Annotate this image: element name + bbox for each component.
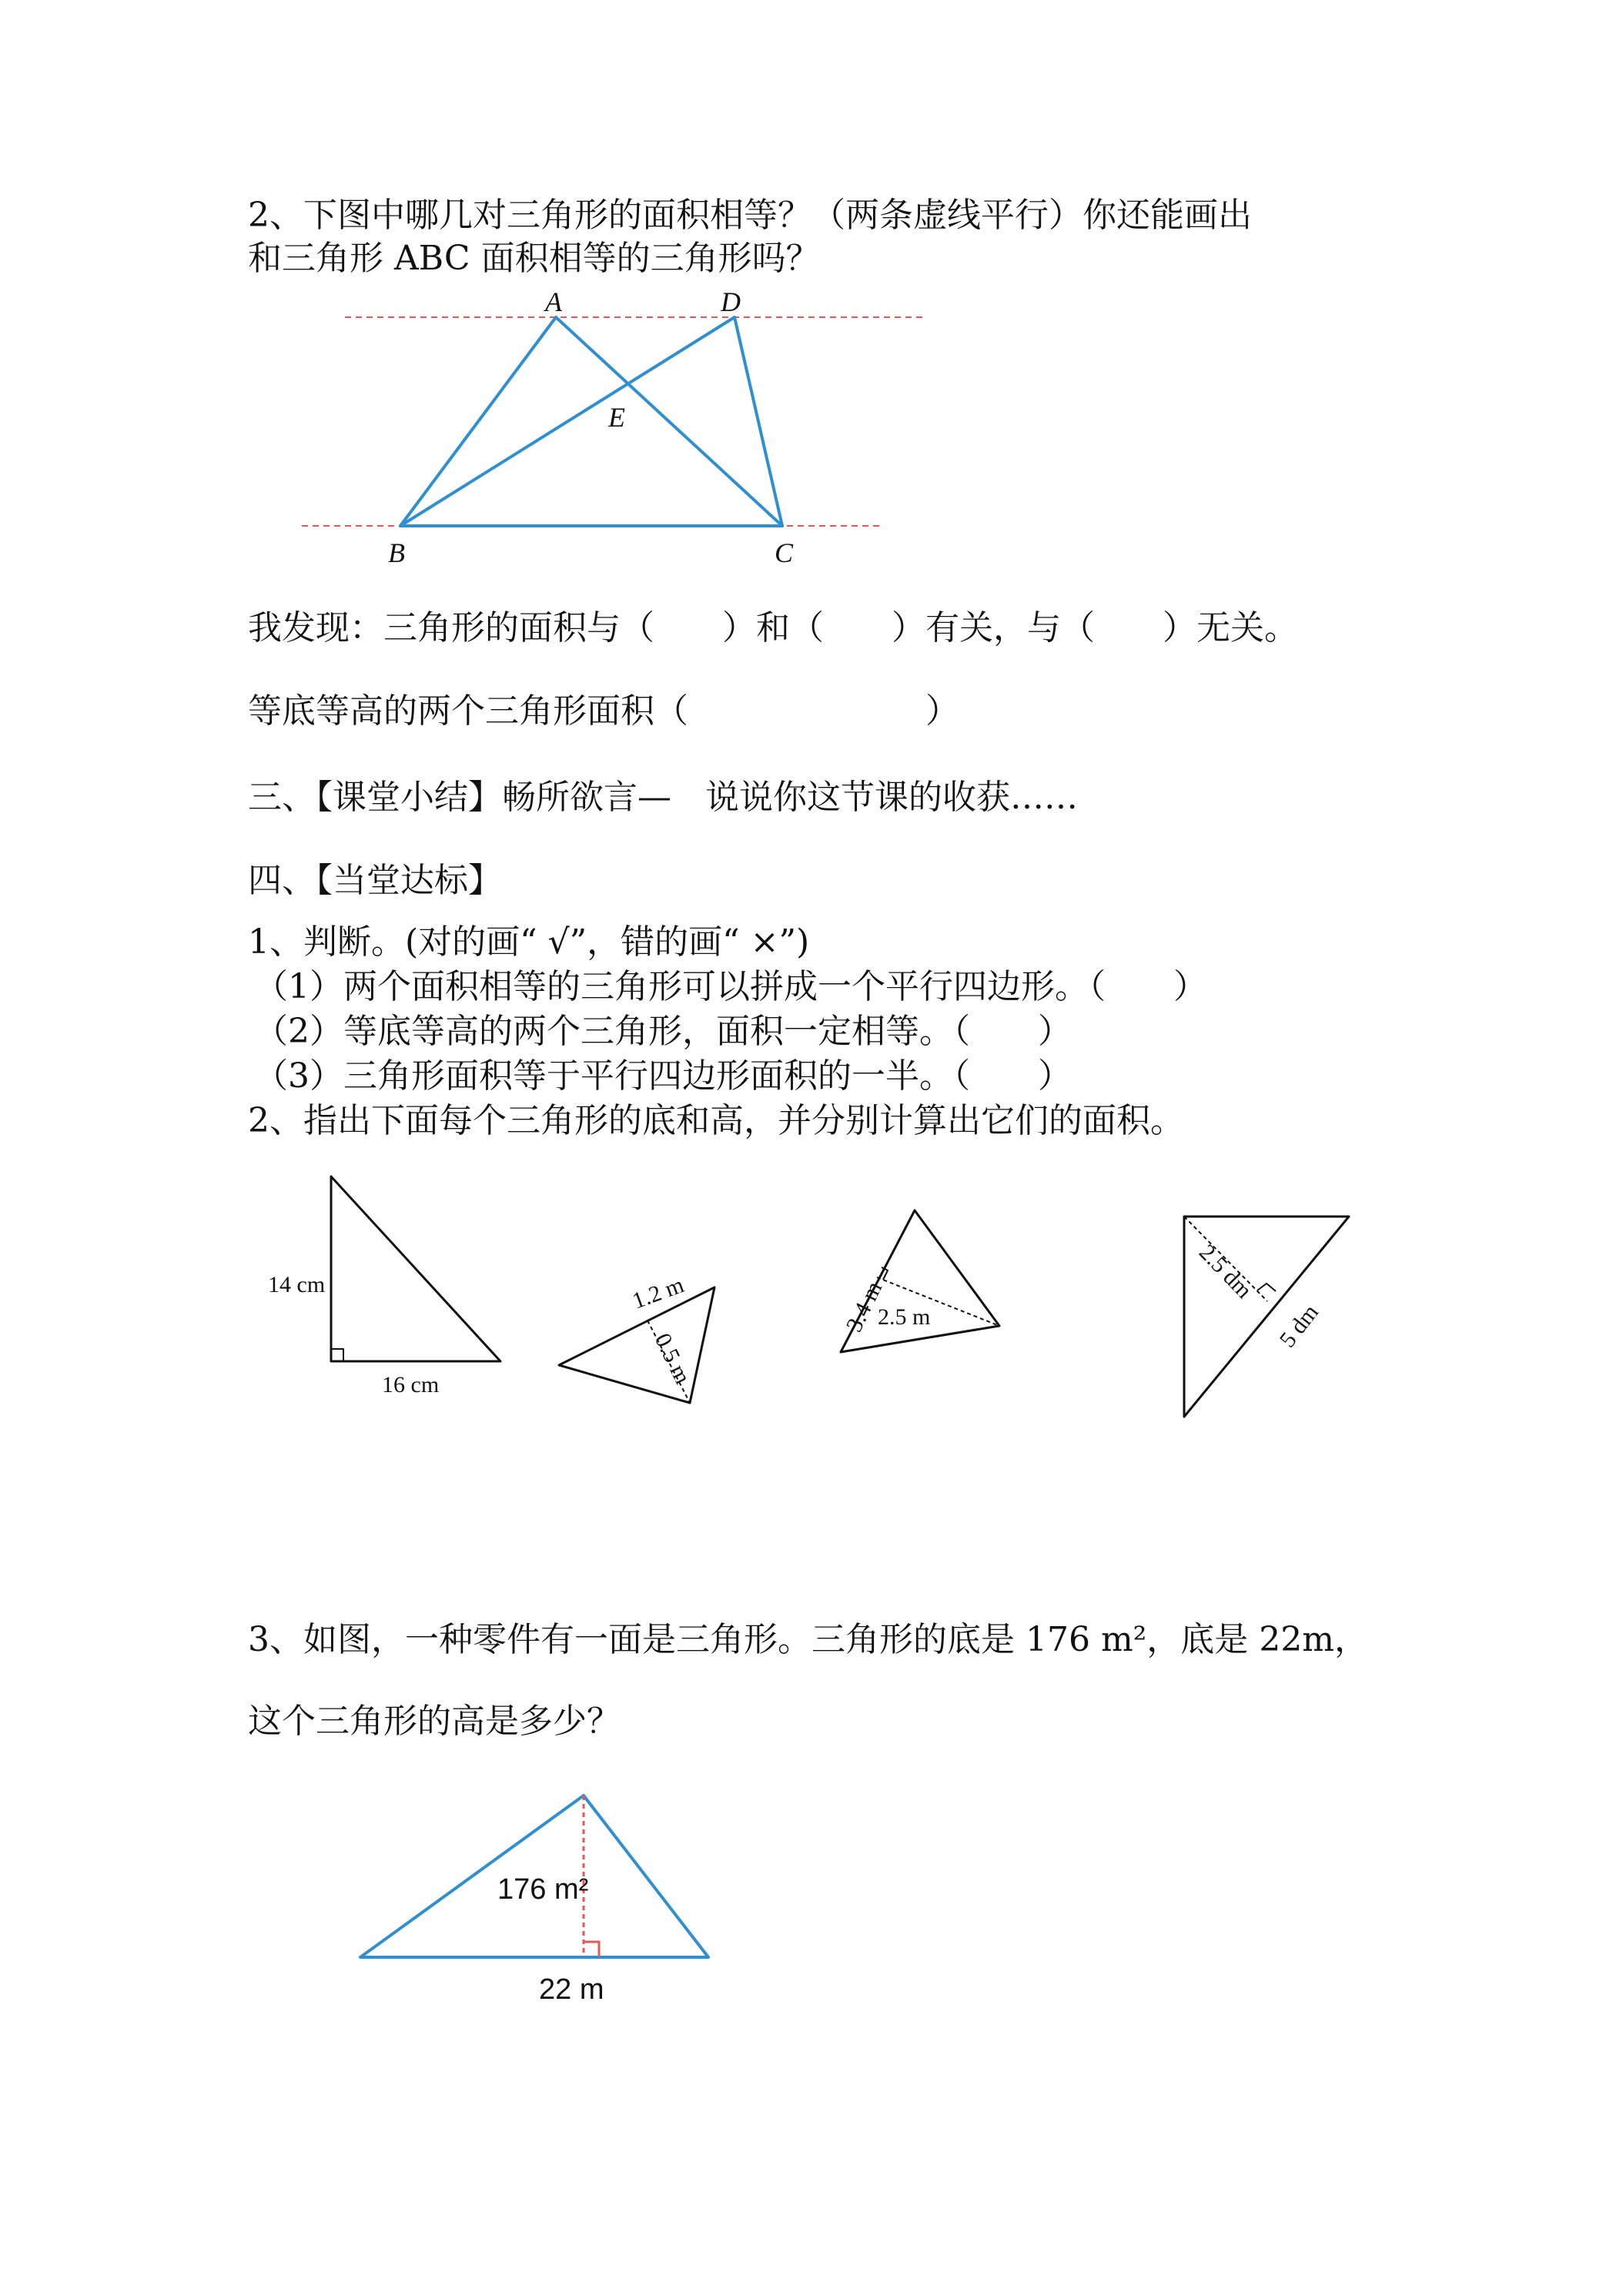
point-e-label: E [608,402,625,433]
finding-equal: 等底等高的两个三角形面积（ ） [248,691,959,731]
t1-height-label: 14 cm [268,1272,326,1297]
q3-line2: 这个三角形的高是多少？ [248,1702,621,1741]
judge-item-1: （1）两个面积相等的三角形可以拼成一个平行四边形。（ ） [254,967,1207,1006]
area-label: 176 m² [497,1873,589,1906]
point-d-label: D [721,286,741,317]
point-c-label: C [775,537,794,568]
t2-base-label: 1.2 m [629,1272,688,1314]
part-triangle-right-angle [584,1942,599,1957]
t4-base-label: 5 dm [1274,1300,1323,1353]
finding-discover: 我发现：三角形的面积与（ ）和（ ）有关，与（ ）无关。 [248,608,1298,648]
t2-height-label: 0.5 m [649,1329,696,1388]
point-a-label: A [545,286,562,317]
q2b-title: 2、指出下面每个三角形的底和高，并分别计算出它们的面积。 [248,1101,1184,1140]
summary-heading: 三、【课堂小结】畅所欲言— 说说你这节课的收获…… [248,778,1078,817]
judge-item-2: （2）等底等高的两个三角形，面积一定相等。（ ） [254,1012,1072,1051]
t4-height-label: 2.5 dm [1193,1239,1257,1304]
q2-line1: 2、下图中哪几对三角形的面积相等？（两条虚线平行）你还能画出 [248,196,1252,235]
t3-base-label: 3.4 m [841,1277,888,1337]
t3-height-label: 2.5 m [878,1304,931,1330]
q2-line2: 和三角形 ABC 面积相等的三角形吗？ [248,239,820,278]
base-label: 22 m [539,1973,604,2006]
section4-title: 四、【当堂达标】 [248,861,502,900]
point-b-label: B [388,537,405,568]
t1-base-label: 16 cm [382,1372,440,1397]
judge-title: 1、判断。(对的画“ √”，错的画“ ×”) [248,922,810,962]
judge-item-3: （3）三角形面积等于平行四边形面积的一半。（ ） [254,1056,1072,1096]
q3-line1: 3、如图，一种零件有一面是三角形。三角形的底是 176 m²，底是 22m， [248,1620,1369,1659]
